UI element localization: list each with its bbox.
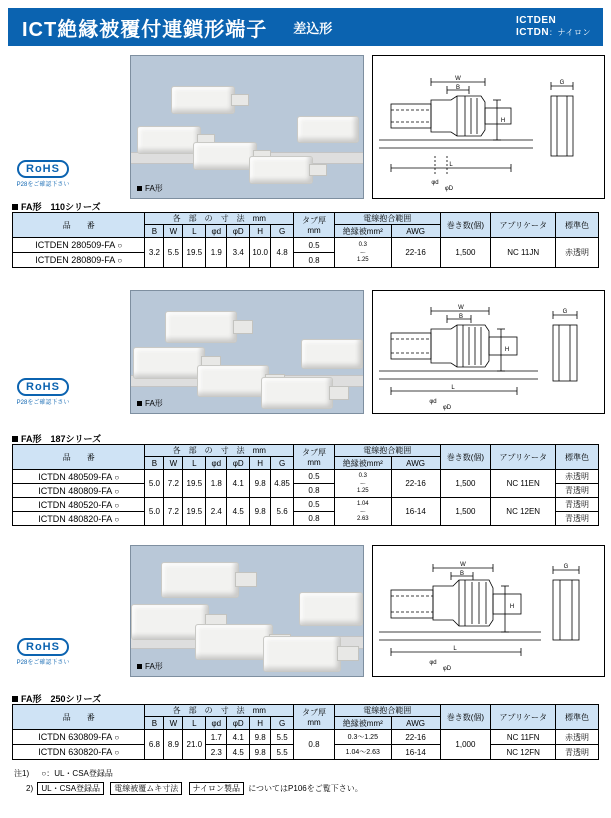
spec-table-250 [12,704,599,760]
th-part-no: 品 番 [13,213,145,238]
footnote-1-label: 注1) [14,769,30,778]
cell-d: 1.9 [206,238,227,268]
cell-W: 7.2 [164,470,183,498]
th-dim-G: G [271,457,294,470]
cell-awg: 16-14 [391,498,440,526]
rohs-badge-1 [14,160,72,188]
cell-part-no: ICTDN 630809-FA ○ [13,730,145,745]
page-subtitle: 差込形 [293,20,333,36]
cell-L: 21.0 [183,730,206,760]
svg-text:W: W [460,562,466,568]
cell-tab: 0.5 [294,470,335,484]
section-title-250: FA形 250シリーズ [12,692,101,705]
svg-text:φd: φd [429,660,437,666]
th-part-no: 品 番 [13,445,145,470]
footnote-ref-strip-length: 電線被覆ムキ寸法 [110,782,182,795]
footnote-ref-nylon: ナイロン製品 [189,782,244,795]
cell-part-no: ICTDN 480809-FA ○ [13,484,145,498]
cell-W: 7.2 [164,498,183,526]
cell-color: 青透明 [556,745,599,760]
th-dims-group: 各 部 の 寸 法 mm [145,445,294,457]
footnote-2 [26,782,363,795]
cell-tab: 0.5 [294,238,335,253]
cell-D: 3.4 [227,238,250,268]
cell-tab: 0.8 [294,253,335,268]
th-wire-group: 電線抱合範囲 [334,445,440,457]
th-wire-awg: AWG [391,225,440,238]
th-tab-thickness: タブ厚 mm [294,445,335,470]
cell-tab: 0.8 [294,730,335,760]
th-qty: 巻き数(個) [440,445,491,470]
cell-L: 19.5 [183,238,206,268]
cell-tab: 0.5 [294,498,335,512]
cell-d: 2.4 [206,498,227,526]
cell-color: 青透明 [556,512,599,526]
cell-qty: 1,500 [440,238,491,268]
th-dim-W: W [164,717,183,730]
cell-tab: 0.8 [294,512,335,526]
cell-d: 1.8 [206,470,227,498]
table-row [13,238,599,253]
footnote-1-text: ○：UL・CSA登録品 [41,769,113,778]
rohs-badge-3 [14,638,72,666]
cell-color: 赤透明 [556,470,599,484]
cell-L: 19.5 [183,498,206,526]
svg-text:W: W [458,305,464,311]
svg-text:B: B [458,314,464,320]
th-qty: 巻き数(個) [440,213,491,238]
th-dim-B: B [145,457,164,470]
th-dim-d: φd [206,457,227,470]
cell-wire-mm2: 0.3 ～ 1.25 [334,470,391,498]
table-row [13,730,599,745]
th-dims-group: 各 部 の 寸 法 mm [145,705,294,717]
th-tab-thickness: タブ厚 mm [294,705,335,730]
svg-text:φd: φd [429,399,437,405]
svg-text:H: H [509,604,515,610]
cell-G: 5.6 [271,498,294,526]
th-color: 標準色 [556,705,599,730]
cell-applicator: NC 12FN [491,745,556,760]
cell-wire-mm2: 0.3～1.25 [334,730,391,745]
photo-caption-250: FA形 [137,661,163,672]
svg-text:G: G [559,80,565,86]
th-part-no: 品 番 [13,705,145,730]
cell-applicator: NC 11EN [491,470,556,498]
th-dim-D: φD [227,225,250,238]
cell-H: 10.0 [250,238,271,268]
rohs-label: RoHS [17,160,69,178]
schematic-110 [372,55,605,199]
svg-text:φd: φd [431,180,439,186]
svg-text:H: H [500,118,506,124]
cell-wire-mm2: 1.04 ～ 2.63 [334,498,391,526]
cell-tab: 0.8 [294,484,335,498]
th-wire-group: 電線抱合範囲 [334,213,440,225]
svg-text:φD: φD [442,666,452,672]
th-dim-d: φd [206,225,227,238]
footnote-2-text: についてはP106をご覧下さい。 [248,784,363,793]
svg-text:G: G [563,564,569,570]
product-photo-250 [130,545,364,677]
th-dim-L: L [183,225,206,238]
cell-part-no: ICTDEN 280809-FA ○ [13,253,145,268]
rohs-label: RoHS [17,378,69,396]
rohs-note: P28をご確認下さい [16,660,70,666]
cell-part-no: ICTDN 480820-FA ○ [13,512,145,526]
th-wire-group: 電線抱合範囲 [334,705,440,717]
rohs-badge-2 [14,378,72,406]
spec-table-110 [12,212,599,268]
cell-wire-mm2: 0.3 ～ 1.25 [334,238,391,268]
th-dim-H: H [250,457,271,470]
th-dim-B: B [145,225,164,238]
svg-text:L: L [449,162,453,168]
th-dim-L: L [183,457,206,470]
page-title: ICT絶縁被覆付連鎖形端子 [22,18,268,41]
th-color: 標準色 [556,213,599,238]
photo-caption-110: FA形 [137,183,163,194]
cell-applicator: NC 12EN [491,498,556,526]
th-dim-W: W [164,225,183,238]
series-code-2: ICTDN [515,27,550,38]
page-header [8,8,603,46]
cell-awg: 22-16 [391,470,440,498]
cell-G: 5.5 [271,745,294,760]
cell-color: 赤透明 [556,238,599,268]
th-tab-thickness: タブ厚 mm [294,213,335,238]
svg-text:G: G [562,309,568,315]
th-wire-mm2: 絶縁被mm² [334,717,391,730]
cell-color: 青透明 [556,484,599,498]
cell-awg: 22-16 [391,730,440,745]
cell-G: 4.8 [271,238,294,268]
cell-qty: 1,500 [440,470,491,498]
svg-text:L: L [451,385,455,391]
cell-B: 5.0 [145,470,164,498]
schematic-187 [372,290,605,414]
cell-B: 6.8 [145,730,164,760]
th-dim-B: B [145,717,164,730]
th-color: 標準色 [556,445,599,470]
th-wire-mm2: 絶縁被mm² [334,225,391,238]
section-title-187: FA形 187シリーズ [12,432,101,445]
svg-text:W: W [455,76,461,82]
th-applicator: アプリケータ [491,213,556,238]
th-dim-L: L [183,717,206,730]
cell-applicator: NC 11FN [491,730,556,745]
svg-text:φD: φD [444,186,454,192]
cell-W: 8.9 [164,730,183,760]
rohs-note: P28をご確認下さい [16,400,70,406]
cell-part-no: ICTDEN 280509-FA ○ [13,238,145,253]
cell-color: 青透明 [556,498,599,512]
rohs-label: RoHS [17,638,69,656]
cell-D: 4.1 [227,470,250,498]
cell-H: 9.8 [250,498,271,526]
cell-G: 4.85 [271,470,294,498]
cell-color: 赤透明 [556,730,599,745]
th-wire-awg: AWG [391,457,440,470]
cell-qty: 1,500 [440,498,491,526]
th-dim-G: G [271,225,294,238]
cell-awg: 16-14 [391,745,440,760]
cell-d: 1.7 [206,730,227,745]
th-dim-H: H [250,225,271,238]
footnote-ref-ul-csa: UL・CSA登録品 [37,782,104,795]
cell-L: 19.5 [183,470,206,498]
cell-H: 9.8 [250,470,271,498]
svg-text:φD: φD [442,405,452,411]
th-wire-awg: AWG [391,717,440,730]
cell-D: 4.5 [227,745,250,760]
cell-d: 2.3 [206,745,227,760]
product-photo-187 [130,290,364,414]
cell-D: 4.1 [227,730,250,745]
product-photo-110 [130,55,364,199]
cell-qty: 1,000 [440,730,491,760]
cell-H: 9.8 [250,730,271,745]
th-qty: 巻き数(個) [440,705,491,730]
svg-text:L: L [453,646,457,652]
th-dim-d: φd [206,717,227,730]
svg-text:H: H [504,347,510,353]
cell-G: 5.5 [271,730,294,745]
cell-W: 5.5 [164,238,183,268]
footnote-1 [14,768,113,779]
table-row [13,470,599,484]
th-dim-D: φD [227,457,250,470]
header-series-codes [516,15,591,39]
cell-wire-mm2: 1.04～2.63 [334,745,391,760]
footnote-2-label: 2) [26,784,34,793]
cell-part-no: ICTDN 480509-FA ○ [13,470,145,484]
cell-applicator: NC 11JN [491,238,556,268]
section-title-110: FA形 110シリーズ [12,200,101,213]
photo-caption-187: FA形 [137,398,163,409]
rohs-note: P28をご確認下さい [16,182,70,188]
th-dim-W: W [164,457,183,470]
series-material-note: ：ナイロン [549,28,591,37]
table-row [13,498,599,512]
svg-text:B: B [455,85,461,91]
th-dims-group: 各 部 の 寸 法 mm [145,213,294,225]
cell-B: 3.2 [145,238,164,268]
th-dim-G: G [271,717,294,730]
cell-part-no: ICTDN 480520-FA ○ [13,498,145,512]
cell-awg: 22-16 [391,238,440,268]
svg-text:B: B [459,571,465,577]
cell-D: 4.5 [227,498,250,526]
schematic-250 [372,545,605,677]
th-applicator: アプリケータ [491,705,556,730]
spec-table-187 [12,444,599,526]
th-applicator: アプリケータ [491,445,556,470]
th-wire-mm2: 絶縁被mm² [334,457,391,470]
cell-part-no: ICTDN 630820-FA ○ [13,745,145,760]
cell-H: 9.8 [250,745,271,760]
th-dim-D: φD [227,717,250,730]
cell-B: 5.0 [145,498,164,526]
series-code-1: ICTDEN [515,15,557,26]
th-dim-H: H [250,717,271,730]
